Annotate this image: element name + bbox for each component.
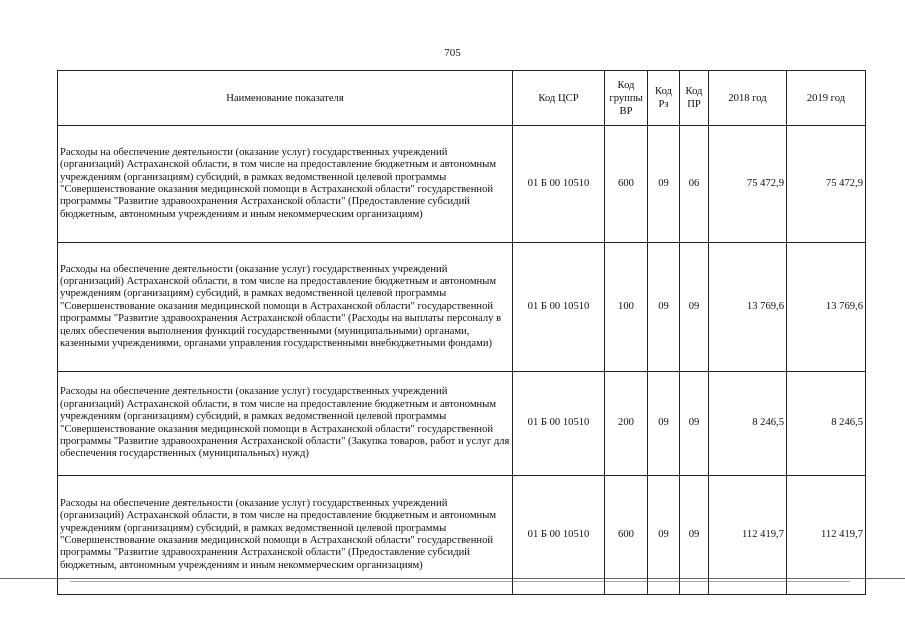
- row-rz: 09: [648, 126, 680, 243]
- row-vr: 100: [605, 243, 648, 372]
- table-row: [58, 126, 866, 243]
- row-name: Расходы на обеспечение деятельности (оказание услуг) государственных учреждений (организаций) Астраханской области, в том числе на предоставление бюджетным и автономным учреждениям (организациям) субсидий, в рамках ведомственной целевой программы "Совершенствование оказания медицинской помощи в Астраханской области" государственной программы "Развитие здравоохранения Астраханской области" (Закупка товаров, работ и услуг для обеспечения государственных (муниципальных) нужд): [58, 372, 513, 476]
- row-rz: 09: [648, 372, 680, 476]
- header-pr: Код ПР: [680, 71, 709, 126]
- row-vr: 600: [605, 126, 648, 243]
- page-number: 705: [444, 47, 461, 59]
- table-header-row: [58, 71, 866, 126]
- header-vr: Код группы ВР: [605, 71, 648, 126]
- row-2019: 75 472,9: [787, 126, 866, 243]
- row-2019: 112 419,7: [787, 476, 866, 595]
- row-2018: 13 769,6: [709, 243, 787, 372]
- header-2018: 2018 год: [709, 71, 787, 126]
- row-csr: 01 Б 00 10510: [513, 243, 605, 372]
- row-2019: 8 246,5: [787, 372, 866, 476]
- row-pr: 09: [680, 476, 709, 595]
- row-2018: 112 419,7: [709, 476, 787, 595]
- scan-artifact-line: [0, 578, 905, 579]
- row-csr: 01 Б 00 10510: [513, 126, 605, 243]
- table-row: [58, 476, 866, 595]
- row-2019: 13 769,6: [787, 243, 866, 372]
- budget-table: [57, 70, 866, 595]
- row-csr: 01 Б 00 10510: [513, 476, 605, 595]
- row-vr: 200: [605, 372, 648, 476]
- header-name: Наименование показателя: [58, 71, 513, 126]
- header-csr: Код ЦСР: [513, 71, 605, 126]
- scan-artifact-line: [70, 581, 850, 582]
- row-pr: 09: [680, 243, 709, 372]
- row-csr: 01 Б 00 10510: [513, 372, 605, 476]
- table-row: [58, 243, 866, 372]
- row-name: Расходы на обеспечение деятельности (оказание услуг) государственных учреждений (организаций) Астраханской области, в том числе на предоставление бюджетным и автономным учреждениям (организациям) субсидий, в рамках ведомственной целевой программы "Совершенствование оказания медицинской помощи в Астраханской области" государственной программы "Развитие здравоохранения Астраханской области" (Предоставление субсидий бюджетным, автономным учреждениям и иным некоммерческим организациям): [58, 476, 513, 595]
- row-pr: 06: [680, 126, 709, 243]
- row-rz: 09: [648, 243, 680, 372]
- row-2018: 8 246,5: [709, 372, 787, 476]
- row-name: Расходы на обеспечение деятельности (оказание услуг) государственных учреждений (организаций) Астраханской области, в том числе на предоставление бюджетным и автономным учреждениям (организациям) субсидий, в рамках ведомственной целевой программы "Совершенствование оказания медицинской помощи в Астраханской области" государственной программы "Развитие здравоохранения Астраханской области" (Расходы на выплаты персоналу в целях обеспечения выполнения функций государственными (муниципальными) органами, казенными учреждениями, органами управления государственными внебюджетными фондами): [58, 243, 513, 372]
- row-name: Расходы на обеспечение деятельности (оказание услуг) государственных учреждений (организаций) Астраханской области, в том числе на предоставление бюджетным и автономным учреждениям (организациям) субсидий, в рамках ведомственной целевой программы "Совершенствование оказания медицинской помощи в Астраханской области" государственной программы "Развитие здравоохранения Астраханской области" (Предоставление субсидий бюджетным, автономным учреждениям и иным некоммерческим организациям): [58, 126, 513, 243]
- row-rz: 09: [648, 476, 680, 595]
- row-pr: 09: [680, 372, 709, 476]
- row-2018: 75 472,9: [709, 126, 787, 243]
- header-2019: 2019 год: [787, 71, 866, 126]
- table-row: [58, 372, 866, 476]
- row-vr: 600: [605, 476, 648, 595]
- header-rz: Код Рз: [648, 71, 680, 126]
